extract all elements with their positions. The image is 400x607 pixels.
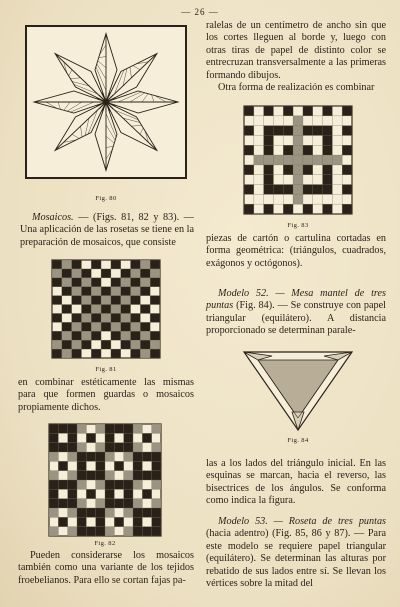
figure-81-caption: Fig. 81 xyxy=(95,366,117,373)
figure-82-mosaic xyxy=(47,422,163,538)
paragraph-piezas: piezas de cartón o cartulina cortadas en forma geométrica: (triángulos, cuadrados, exágonos y octógonos). xyxy=(206,233,386,269)
paragraph-otra-forma: Otra forma de realización es combinar xyxy=(218,82,375,93)
figure-80-rosette xyxy=(22,22,190,182)
figure-84-caption: Fig. 84 xyxy=(287,437,309,444)
figure-84-tablecloth xyxy=(238,346,358,434)
modelo-52-title: Modelo 52. — Mesa mantel de tres puntas xyxy=(206,288,386,312)
page-number: — 26 — xyxy=(181,7,219,17)
modelo-52-paragraph xyxy=(206,288,386,338)
figure-80-caption: Fig. 80 xyxy=(95,195,117,202)
paragraph-pueden: Pueden considerarse los mosaicos también como una variante de los tejidos froebelianos. Para ello se cortan fajas pa- xyxy=(18,550,194,586)
modelo-53-paragraph xyxy=(206,516,386,590)
figure-82-caption: Fig. 82 xyxy=(94,540,116,547)
paragraph-combinar: en combinar estéticamente las mismas para que formen guardas o mosaicos propiamente dichos. xyxy=(18,377,194,413)
paragraph-ralelas: ralelas de un centímetro de ancho sin que los cortes lleguen al borde y, luego con otras tiras de papel de distinto color se entrecruzan transversalmente a las primeras formando dibujos. xyxy=(206,20,386,81)
figure-83-caption: Fig. 83 xyxy=(287,222,309,229)
mosaicos-text: — (Figs. 81, 82 y 83). — Una aplicación de las rosetas se tiene en la preparación de mosaicos, que consiste xyxy=(20,212,194,248)
modelo-52-text: (Fig. 84). — Se construye con papel triangular (equilátero). A distancia proporcionado se determinan parale- xyxy=(206,300,386,337)
figure-81-mosaic xyxy=(50,258,162,360)
mosaicos-title: Mosaicos. xyxy=(32,212,74,223)
figure-83-mosaic xyxy=(242,104,354,216)
mosaicos-paragraph xyxy=(20,212,194,249)
modelo-53-text: (hacia adentro) (Fig. 85, 86 y 87). — Para este modelo se requiere papel triangular (equilátero). Se determinan las alturas por rebatido de sus lados entre sí. Se llevan los vértices sobre la mitad del xyxy=(206,528,386,590)
paragraph-lados: las a los lados del triángulo inicial. En las esquinas se marcan, hacia el reverso, las bisectrices de los ángulos. Se conforma como indica la figura. xyxy=(206,458,386,507)
modelo-53-title: Modelo 53. — Roseta de tres puntas xyxy=(218,516,386,527)
